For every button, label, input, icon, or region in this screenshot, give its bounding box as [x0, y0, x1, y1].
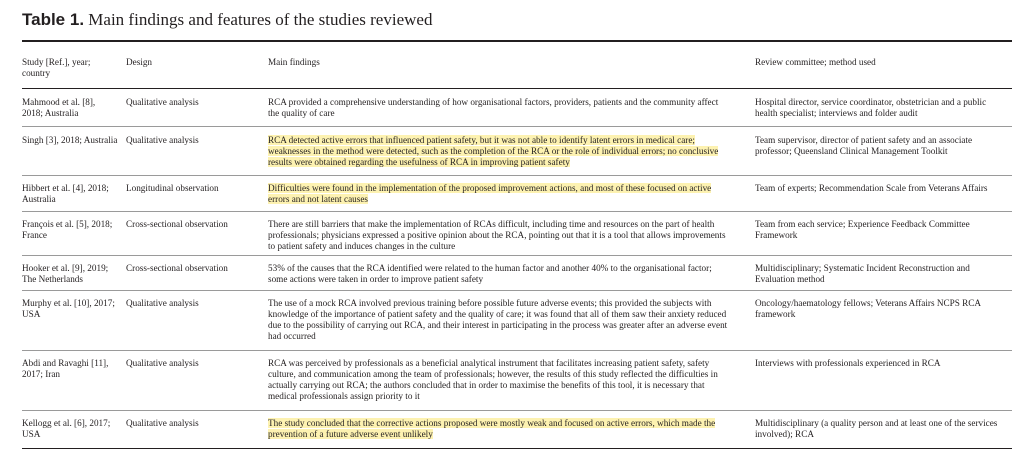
header-design: Design — [126, 57, 153, 67]
cell-findings-text: RCA provided a comprehensive understanding of how organisational factors, providers, patients and the community affect the quality of care — [268, 97, 719, 118]
cell-review-text: Multidisciplinary; Systematic Incident Reconstruction and Evaluation method — [755, 263, 970, 284]
top-rule — [22, 40, 1012, 42]
cell-review-text: Oncology/haematology fellows; Veterans Affairs NCPS RCA framework — [755, 298, 981, 319]
cell-review — [755, 135, 1005, 157]
cell-study — [22, 418, 118, 440]
cell-review — [755, 219, 1005, 241]
cell-study — [22, 298, 118, 320]
cell-findings — [268, 418, 728, 440]
cell-review — [755, 358, 1005, 369]
cell-findings — [268, 183, 728, 205]
row-divider — [22, 126, 1012, 127]
cell-design — [126, 358, 260, 369]
cell-findings-text: RCA was perceived by professionals as a beneficial analytical instrument that facilitates increasing patient safety, safety culture, and communication among the team of professionals; however, the results of this study reflected the difficulties in actually carrying out RCA; the authors concluded that in order to maximise the benefits of this tool, it is necessary that medical professionals assign priority to it — [268, 358, 718, 401]
row-divider — [22, 290, 1012, 291]
cell-design — [126, 219, 260, 230]
cell-design — [126, 183, 260, 194]
cell-study — [22, 358, 118, 380]
cell-review-text: Interviews with professionals experienced in RCA — [755, 358, 941, 368]
cell-design-text: Cross-sectional observation — [126, 263, 228, 273]
cell-study — [22, 97, 118, 119]
cell-findings-text: There are still barriers that make the implementation of RCAs difficult, including time and resources on the part of health professionals; physicians expressed a positive opinion about the RCA, pointing out that it is a tool that allows improvements to patient safety and induces changes in the culture — [268, 219, 726, 251]
table-caption: Main findings and features of the studies reviewed — [88, 10, 433, 29]
cell-study-text: Abdi and Ravaghi [11], 2017; Iran — [22, 358, 109, 379]
cell-design — [126, 298, 260, 309]
cell-study — [22, 263, 118, 285]
row-divider — [22, 211, 1012, 212]
cell-design-text: Qualitative analysis — [126, 135, 199, 145]
row-divider — [22, 255, 1012, 256]
cell-design — [126, 418, 260, 429]
cell-findings — [268, 97, 728, 119]
cell-findings — [268, 263, 728, 285]
cell-findings — [268, 219, 728, 252]
header-rule — [22, 88, 1012, 89]
cell-design-text: Longitudinal observation — [126, 183, 219, 193]
cell-study — [22, 135, 118, 146]
cell-study-text: Hooker et al. [9], 2019; The Netherlands — [22, 263, 109, 284]
cell-review — [755, 263, 1005, 285]
cell-design — [126, 97, 260, 108]
cell-design — [126, 263, 260, 274]
cell-review — [755, 418, 1005, 440]
table-title — [22, 10, 432, 30]
header-review: Review committee; method used — [755, 57, 876, 67]
cell-study — [22, 219, 118, 241]
cell-study-text: Mahmood et al. [8], 2018; Australia — [22, 97, 96, 118]
cell-review — [755, 298, 1005, 320]
header-study: Study [Ref.], year; country — [22, 57, 91, 78]
header-findings: Main findings — [268, 57, 320, 67]
cell-review — [755, 97, 1005, 119]
cell-study-text: Murphy et al. [10], 2017; USA — [22, 298, 115, 319]
cell-design-text: Qualitative analysis — [126, 358, 199, 368]
cell-findings — [268, 358, 728, 402]
row-divider — [22, 350, 1012, 351]
cell-review-text: Team from each service; Experience Feedback Committee Framework — [755, 219, 970, 240]
cell-findings — [268, 135, 728, 168]
highlighted-finding-text: RCA detected active errors that influenced patient safety, but it was not able to identify latent errors in medical care; weaknesses in the method were detected, such as the completion of the RCA or the role of individual errors; no conclusive results were obtained regarding the usefulness of RCA in improving patient safety — [268, 135, 719, 167]
cell-study-text: Kellogg et al. [6], 2017; USA — [22, 418, 111, 439]
cell-review-text: Team supervisor, director of patient safety and an associate professor; Queensland Clinical Management Toolkit — [755, 135, 973, 156]
row-divider — [22, 410, 1012, 411]
cell-design-text: Qualitative analysis — [126, 97, 199, 107]
cell-study-text: Hibbert et al. [4], 2018; Australia — [22, 183, 109, 204]
cell-findings-text: The use of a mock RCA involved previous training before possible future adverse events; this provided the subjects with knowledge of the importance of patient safety and the quality of care; it was found that all of them saw their anxiety reduced due to the possibility of carrying out RCA, and their interest in participating in the process was greater after an adverse event had occurred — [268, 298, 728, 341]
cell-study — [22, 183, 118, 205]
table-label: Table 1. — [22, 10, 85, 29]
cell-design-text: Qualitative analysis — [126, 298, 199, 308]
cell-design-text: Qualitative analysis — [126, 418, 199, 428]
cell-study-text: Singh [3], 2018; Australia — [22, 135, 118, 145]
cell-review-text: Hospital director, service coordinator, obstetrician and a public health specialist; interviews and folder audit — [755, 97, 987, 118]
bottom-rule — [22, 448, 1012, 449]
cell-design-text: Cross-sectional observation — [126, 219, 228, 229]
highlighted-finding-text: The study concluded that the corrective actions proposed were mostly weak and focused on active errors, which made the prevention of a future adverse event unlikely — [268, 418, 716, 439]
cell-review-text: Multidisciplinary (a quality person and at least one of the services involved); RCA — [755, 418, 998, 439]
highlighted-finding-text: Difficulties were found in the implementation of the proposed improvement actions, and most of these focused on active errors and not latent causes — [268, 183, 712, 204]
cell-review — [755, 183, 1005, 194]
cell-review-text: Team of experts; Recommendation Scale from Veterans Affairs — [755, 183, 988, 193]
cell-design — [126, 135, 260, 146]
cell-study-text: François et al. [5], 2018; France — [22, 219, 113, 240]
cell-findings — [268, 298, 728, 342]
row-divider — [22, 175, 1012, 176]
cell-findings-text: 53% of the causes that the RCA identified were related to the human factor and another 40% to the organisational factor; some actions were taken in order to improve patient safety — [268, 263, 712, 284]
